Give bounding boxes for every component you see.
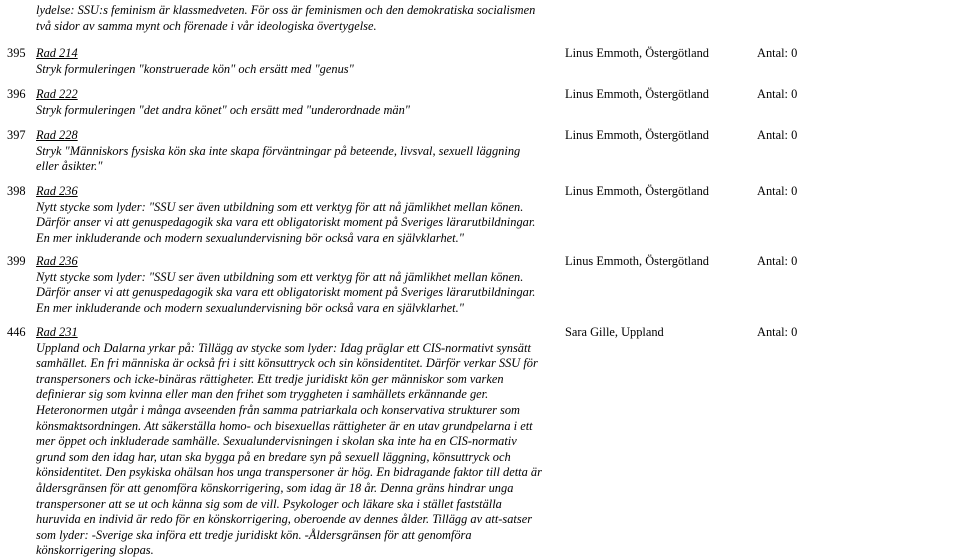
amendment-author: Linus Emmoth, Östergötland	[565, 87, 709, 101]
text-line: mer öppet och inkluderade samhälle. Sexualundervisningen i skolan ska inte ha en CIS-normativ	[36, 434, 517, 449]
text-line: Stryk "Människors fysiska kön ska inte skapa förväntningar på beteende, livsval, sexuell läggning	[36, 143, 521, 158]
amendment-author: Linus Emmoth, Östergötland	[565, 254, 709, 268]
text-line: transpersoners och icke-binäras rättigheter. Ett tredje juridiskt kön ger människor som varken	[36, 371, 504, 386]
row-reference: Rad 236	[36, 254, 78, 268]
amendment-number: 398	[7, 184, 26, 198]
amendment-author: Linus Emmoth, Östergötland	[565, 128, 709, 142]
text-line: Nytt stycke som lyder: "SSU ser även utbildning som ett verktyg för att nå jämlikhet mellan könen.	[36, 269, 524, 284]
amendment-author: Linus Emmoth, Östergötland	[565, 46, 709, 60]
amendment-text	[36, 62, 556, 78]
text-line: En mer inkluderande och modern sexualundervisning bör också vara en självklarhet."	[36, 230, 464, 245]
text-line: könsidentitet. Den psykiska ohälsan hos unga transpersoner är hög. En bidragande faktor till detta är	[36, 465, 542, 480]
row-reference: Rad 214	[36, 46, 78, 60]
amendment-count: Antal: 0	[757, 46, 798, 60]
amendment-text	[36, 144, 556, 175]
amendment-count: Antal: 0	[757, 128, 798, 142]
text-line: som lyder: -Sverige ska införa ett tredje juridiskt kön. -Åldersgränsen för att genomföra	[36, 527, 472, 542]
text-line: könskorrigering slopas.	[36, 543, 154, 558]
amendment-number: 399	[7, 254, 26, 268]
amendment-text	[36, 341, 556, 559]
text-line: Därför anser vi att genuspedagogik ska vara ett obligatoriskt moment på Sveriges lärarutbildningar.	[36, 215, 536, 230]
amendment-number: 396	[7, 87, 26, 101]
text-line: eller åsikter."	[36, 159, 103, 174]
text-line: Nytt stycke som lyder: "SSU ser även utbildning som ett verktyg för att nå jämlikhet mellan könen.	[36, 199, 524, 214]
text-line: samhället. En fri människa är också fri i sitt könsuttryck och sin könsidentitet. Därför verkar SSU för	[36, 356, 538, 371]
text-line: åldersgränsen för att genomföra könskorrigering, som idag är 18 år. Denna gräns hindrar unga	[36, 480, 514, 495]
amendment-author: Sara Gille, Uppland	[565, 325, 664, 339]
text-line: Stryk formuleringen "konstruerade kön" och ersätt med "genus"	[36, 61, 354, 76]
amendment-count: Antal: 0	[757, 87, 798, 101]
text-line: grund som den idag har, utan ska bygga på en bredare syn på sexuell läggning, könsuttryck och	[36, 449, 511, 464]
row-reference: Rad 228	[36, 128, 78, 142]
intro-text	[36, 3, 576, 34]
amendment-number: 446	[7, 325, 26, 339]
amendment-count: Antal: 0	[757, 325, 798, 339]
text-line: Heteronormen utgår i många avseenden från samma patriarkala och konservativa strukturer som	[36, 402, 520, 417]
intro-line: två sidor av samma mynt och förenade i vår ideologiska övertygelse.	[36, 18, 377, 33]
intro-line: lydelse: SSU:s feminism är klassmedveten. För oss är feminismen och den demokratiska socialismen	[36, 3, 536, 17]
row-reference: Rad 222	[36, 87, 78, 101]
text-line: Därför anser vi att genuspedagogik ska vara ett obligatoriskt moment på Sveriges lärarutbildningar.	[36, 285, 536, 300]
amendment-text	[36, 270, 566, 317]
text-line: Stryk formuleringen "det andra könet" och ersätt med "underordnade män"	[36, 102, 410, 117]
text-line: En mer inkluderande och modern sexualundervisning bör också vara en självklarhet."	[36, 300, 464, 315]
amendment-number: 397	[7, 128, 26, 142]
text-line: transpersoner att se ut och känna sig som de vill. Psykologer och läkare ska i stället fastställa	[36, 496, 502, 511]
text-line: könsmaktsordningen. Att säkerställa homo- och bisexuellas rättigheter är en utav grundpelarna i ett	[36, 418, 533, 433]
amendment-text	[36, 103, 556, 119]
amendment-author: Linus Emmoth, Östergötland	[565, 184, 709, 198]
row-reference: Rad 236	[36, 184, 78, 198]
text-line: Uppland och Dalarna yrkar på: Tillägg av stycke som lyder: Idag präglar ett CIS-normativt synsätt	[36, 340, 531, 355]
amendment-count: Antal: 0	[757, 254, 798, 268]
text-line: huruvida en individ är redo för en könskorrigering, oberoende av dennes ålder. Tillägg av att-satser	[36, 512, 533, 527]
amendment-number: 395	[7, 46, 26, 60]
text-line: definierar sig som kvinna eller man den frihet som tryggheten i samhällets erkännande ger.	[36, 387, 489, 402]
amendment-text	[36, 200, 566, 247]
row-reference: Rad 231	[36, 325, 78, 339]
amendment-count: Antal: 0	[757, 184, 798, 198]
